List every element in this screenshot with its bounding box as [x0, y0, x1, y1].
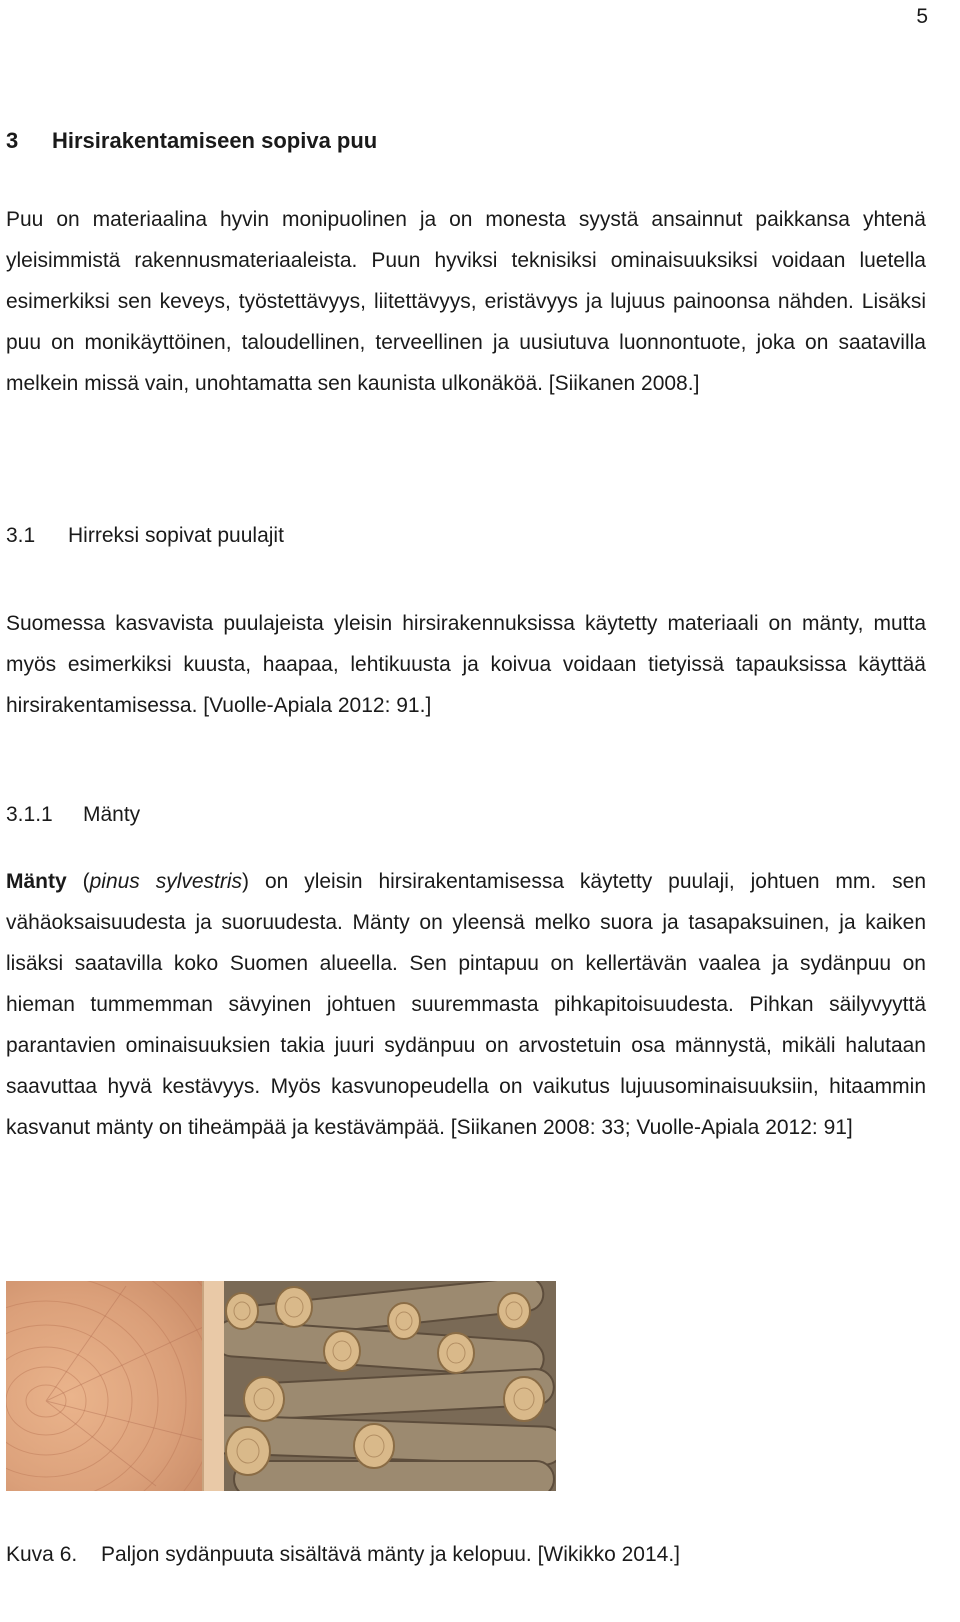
section-title: Hirsirakentamiseen sopiva puu: [52, 128, 378, 153]
open-paren: (: [66, 870, 90, 893]
log-pile-image: [224, 1281, 556, 1491]
subsection-title: Hirreksi sopivat puulajit: [68, 524, 284, 547]
subsection-paragraph: Suomessa kasvavista puulajeista yleisin hirsirakennuksissa käytetty materiaali on mänty, mutta myös esimerkiksi kuusta, haapaa, lehtikuusta ja koivua voidaan tietyissä tapauksissa käyttää hirsirakentamisessa. [Vuolle-Apiala 2012: 91.]: [6, 612, 926, 717]
pine-heartwood-photo: [6, 1281, 224, 1491]
figure-label: Kuva 6.: [6, 1543, 78, 1566]
manty-paragraph: [6, 861, 926, 1148]
page-number: 5: [916, 5, 928, 28]
manty-paragraph-text: ) on yleisin hirsirakentamisessa käytetty puulaji, johtuen mm. sen vähäoksaisuudesta ja suoruudesta. Mänty on yleensä melko suora ja tasapaksuinen, ja kaiken lisäksi saatavilla koko Suomen alueella. Sen pintapuu on kellertävän vaalea ja sydänpuu on hieman tummemman sävyinen johtuen suuremmasta pihkapitoisuudesta. Pihkan säilyvyyttä parantavien ominaisuuksien takia juuri sydänpuu on arvostetuin osa männystä, mikäli halutaan saavuttaa hyvä kestävyys. Myös kasvunopeudella on vaikutus lujuusominaisuuksiin, hitaammin kasvanut mänty on tiheämpää ja kestävämpää. [Siikanen 2008: 33; Vuolle-Apiala 2012: 91]: [6, 870, 927, 1139]
figure-caption: [6, 1541, 680, 1569]
section-number: 3: [6, 128, 19, 153]
pine-end-grain-image: [6, 1281, 224, 1491]
subsubsection-title: Mänty: [83, 803, 141, 826]
subsubsection-number: 3.1.1: [6, 803, 53, 826]
latin-name: pinus sylvestris: [89, 870, 243, 893]
figure-images: [6, 1281, 556, 1491]
section-paragraph: Puu on materiaalina hyvin monipuolinen ja on monesta syystä ansainnut paikkansa yhtenä yleisimmistä rakennusmateriaaleista. Puun hyviksi teknisiksi ominaisuuksiksi voidaan luetella esimerkiksi sen keveys, työstettävyys, liitettävyys, eristävyys ja lujuus painoonsa nähden. Lisäksi puu on monikäyttöinen, taloudellinen, terveellinen ja uusiutuva luonnontuote, joka on saatavilla melkein missä vain, unohtamatta sen kaunista ulkonäköä. [Siikanen 2008.]: [6, 208, 926, 395]
dead-pine-logs-photo: [224, 1281, 556, 1491]
figure-caption-text: Paljon sydänpuuta sisältävä mänty ja kelopuu. [Wikikko 2014.]: [101, 1543, 680, 1566]
section-heading: [6, 127, 377, 155]
subsection-number: 3.1: [6, 524, 36, 547]
manty-term: Mänty: [6, 870, 67, 893]
subsubsection-heading: [6, 801, 140, 829]
subsection-heading: [6, 522, 284, 550]
